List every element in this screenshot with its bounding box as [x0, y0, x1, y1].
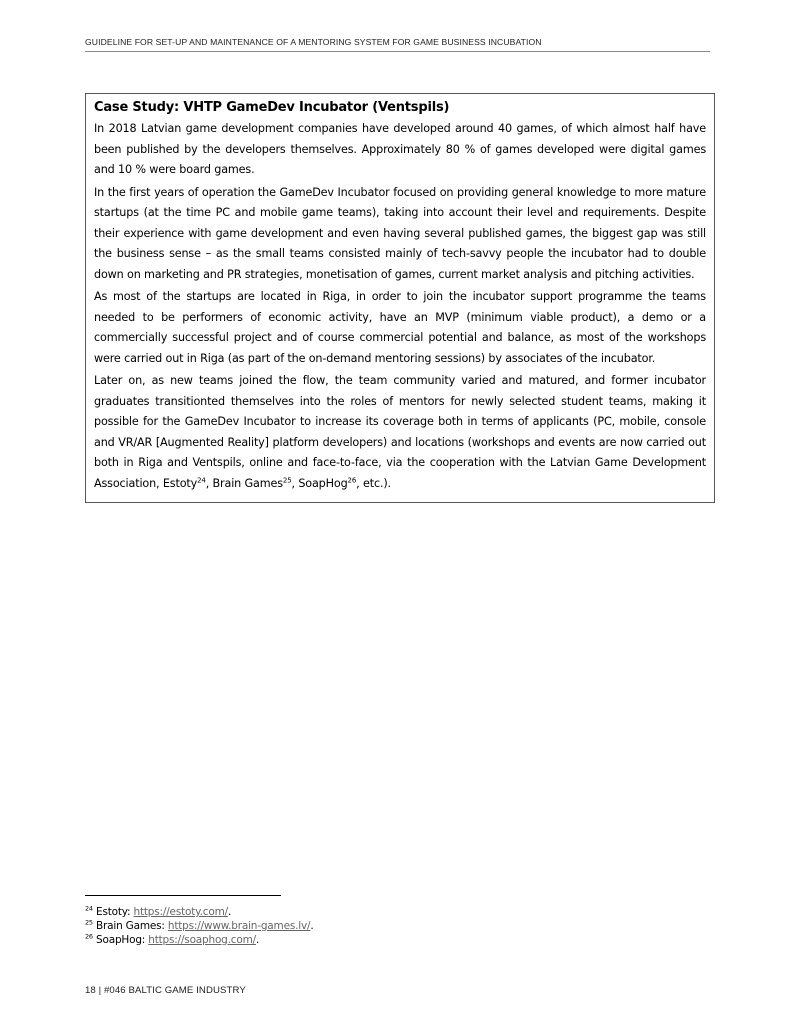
footnote-ref-24[interactable]: 24: [197, 475, 206, 484]
paragraph-text: , Brain Games: [205, 476, 283, 490]
footnote-label: Brain Games:: [96, 920, 168, 932]
publication-title: #046 BALTIC GAME INDUSTRY: [104, 985, 246, 996]
footer-separator: |: [95, 985, 104, 996]
footnote-25: [85, 919, 685, 933]
footnote-26: [85, 933, 685, 947]
footnote-24: [85, 905, 685, 919]
case-study-title: Case Study: VHTP GameDev Incubator (Ventspils): [94, 100, 450, 115]
footnote-ref-25[interactable]: 25: [282, 475, 292, 484]
paragraph-text: , etc.).: [356, 476, 391, 490]
footnote-link-estoty[interactable]: https://estoty.com/: [133, 906, 228, 918]
footnotes: [85, 905, 685, 947]
footnote-number: 25: [85, 918, 93, 927]
footnote-link-soaphog[interactable]: https://soaphog.com/: [148, 934, 256, 946]
footnote-number: 24: [85, 904, 93, 913]
case-study-paragraph: In 2018 Latvian game development companies have developed around 40 games, of which almost half have been published by the developers themselves. Approximately 80 % of games developed were digital games and 10 % were board games.: [94, 122, 706, 176]
paragraph-text: Later on, as new teams joined the flow, the team community varied and matured, and former incubator graduates transitionted themselves into the roles of mentors for newly selected student teams, making it possible for the GameDev Incubator to increase its coverage both in terms of applicants (PC, mobile, console and VR/AR [Augmented Reality] platform developers) and locations (workshops and events are now carried out both in Riga and Ventspils, online and face-to-face, via the cooperation with the Latvian Game Development Association, Estoty: [94, 374, 706, 490]
footnote-trail: .: [310, 920, 314, 932]
footnote-trail: .: [227, 906, 232, 918]
footnote-number: 26: [85, 932, 93, 941]
footnote-separator: [85, 895, 281, 896]
footnote-label: Estoty:: [96, 906, 134, 918]
case-study-paragraph: As most of the startups are located in Riga, in order to join the incubator support programme the teams needed to be performers of economic activity, have an MVP (minimum viable product), a demo or a commercially successful project and of course commercial potential and balance, as most of the workshops were carried out in Riga (as part of the on-demand mentoring sessions) by associates of the incubator.: [94, 290, 706, 365]
case-study-box: [85, 93, 715, 503]
footnote-label: SoapHog:: [96, 934, 149, 946]
running-header: GUIDELINE FOR SET-UP AND MAINTENANCE OF A MENTORING SYSTEM FOR GAME BUSINESS INCUBATION: [85, 37, 542, 47]
case-study-paragraph: In the first years of operation the GameDev Incubator focused on providing general knowledge to more mature startups (at the time PC and mobile game teams), taking into account their level and requirements. Despite their experience with game development and even having several published games, the biggest gap was still the business sense – as the small teams consisted mainly of tech-savvy people the incubator had to double down on marketing and PR strategies, monetisation of games, current market analysis and pitching activities.: [94, 185, 706, 281]
paragraph-text: , SoapHog: [291, 476, 348, 490]
page-number: 18: [85, 985, 96, 996]
page-footer: [85, 985, 246, 996]
footnote-trail: .: [255, 934, 260, 946]
footnote-ref-26[interactable]: 26: [347, 475, 357, 484]
footnote-link-brain-games[interactable]: https://www.brain-games.lv/: [167, 920, 311, 932]
header-divider: [85, 51, 710, 52]
case-study-paragraph-last: [94, 371, 706, 494]
